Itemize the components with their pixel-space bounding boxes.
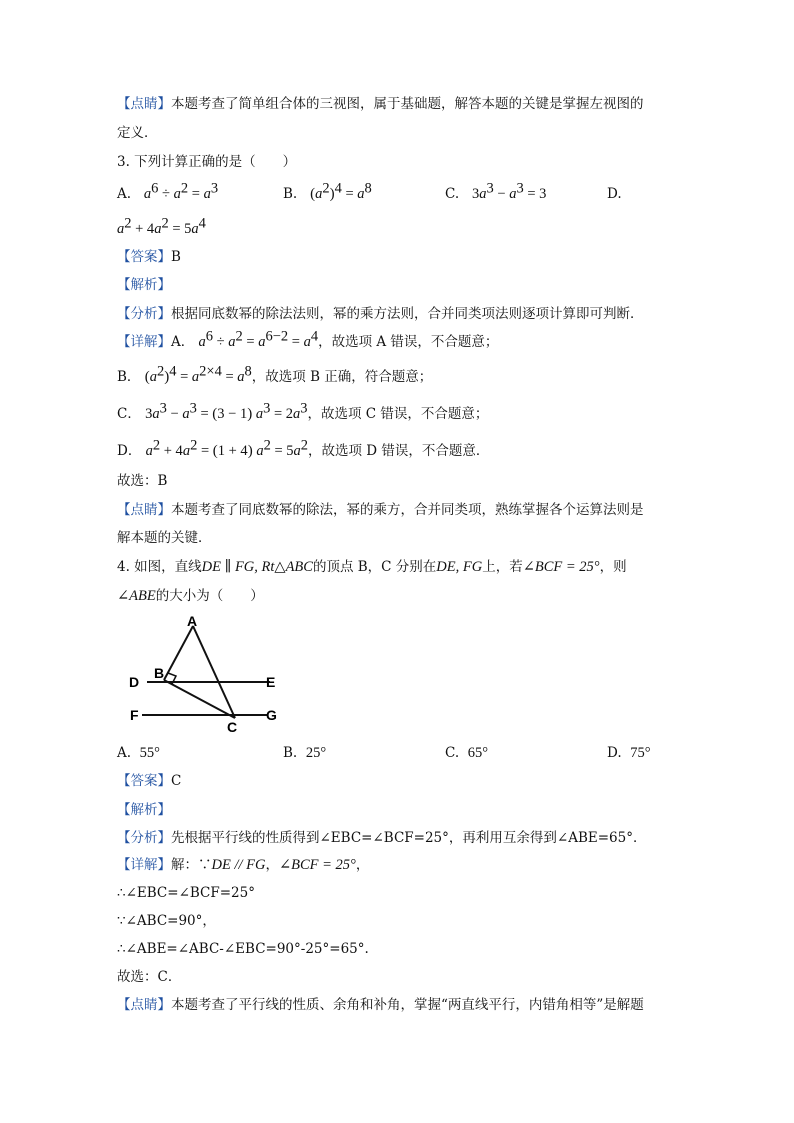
q4-note: 【点睛】本题考查了平行线的性质、余角和补角，掌握“两直线平行，内错角相等”是解题 [117, 997, 644, 1013]
point-label-a: A [187, 613, 198, 629]
q3-choice: 故选：B [117, 473, 168, 489]
option-label: D. [607, 186, 622, 202]
note-tag: 【点睛】 [117, 96, 171, 112]
option-label: B. [283, 186, 298, 202]
point-label-b: B [154, 665, 165, 681]
point-label-d: D [129, 674, 140, 690]
option-label: A. [117, 186, 132, 202]
q4-option-c: C. 65° [445, 745, 489, 761]
question-4-stem: 4. 如图，直线DE ∥ FG, Rt△ABC的顶点 B，C 分别在DE, FG上，若∠BCF = 25°，则 [117, 559, 627, 575]
q3-option-b: B. $(a^2)^4 = a^8$ [283, 180, 372, 202]
q3-option-c: C. $3a^3 - a^3 = 3$ [445, 180, 547, 202]
q3-option-d: $a^2 + 4a^2 = 5a^4$ [117, 215, 206, 237]
note-text-2: 定义． [117, 125, 158, 141]
q3-detail-b: B． $(a^2)^4 = a^{2\times 4} = a^8$，故选项 B 正确，符合题意； [117, 363, 433, 385]
q4-step-3: ∴∠ABE=∠ABC-∠EBC=90°-25°=65°. [117, 941, 369, 957]
q4-step-1: ∴∠EBC=∠BCF=25° [117, 885, 255, 901]
geometry-figure [120, 612, 290, 736]
q4-step-2: ∵∠ABC=90°， [117, 913, 216, 929]
q3-analysis: 【分析】根据同底数幂的除法法则，幂的乘方法则，合并同类项法则逐项计算即可判断． [117, 306, 644, 322]
point-label-e: E [266, 674, 276, 690]
q4-detail: 【详解】解：∵DE // FG，∠BCF = 25°， [117, 857, 370, 873]
q3-note-1: 【点睛】本题考查了同底数幂的除法，幂的乘方，合并同类项，熟练掌握各个运算法则是 [117, 502, 644, 518]
question-3-stem: 3. 下列计算正确的是（ ） [117, 154, 297, 170]
q3-detail-c: C． $3a^3 - a^3 = (3 - 1) a^3 = 2a^3$，故选项 C 错误，不合题意； [117, 400, 489, 422]
point-label-f: F [130, 707, 139, 723]
q4-option-a: A. 55° [117, 745, 160, 761]
note-line-1 [117, 95, 644, 113]
q3-option-a: A. $a^6 \div a^2 = a^3$ [117, 180, 219, 202]
option-label: C. [445, 186, 460, 202]
segment-bc [164, 680, 235, 718]
q3-detail-a: 【详解】A． $a^6 \div a^2 = a^{6-2} = a^4$，故选项 A 错误，不合题意； [117, 328, 499, 350]
q3-note-2: 解本题的关键． [117, 530, 212, 546]
point-label-g: G [266, 707, 277, 723]
q4-jiexi: 【解析】 [117, 802, 171, 818]
point-label-c: C [227, 719, 238, 735]
note-line-2 [117, 124, 158, 142]
segment-ab [164, 626, 193, 680]
q4-choice: 故选：C． [117, 969, 182, 985]
segment-ac [193, 626, 235, 718]
q3-detail-d: D． $a^2 + 4a^2 = (1 + 4) a^2 = 5a^2$，故选项 D 错误，不合题意． [117, 437, 490, 459]
q4-analysis: 【分析】先根据平行线的性质得到∠EBC=∠BCF=25°，再利用互余得到∠ABE=65°． [117, 830, 647, 846]
q4-option-d: D. 75° [607, 745, 651, 761]
q4-option-b: B. 25° [283, 745, 327, 761]
q3-answer: 【答案】B [117, 249, 181, 265]
q3-jiexi: 【解析】 [117, 277, 171, 293]
question-4-stem-2: ∠ABE的大小为（ ） [117, 588, 264, 604]
q3-option-d-label [607, 184, 622, 204]
note-text-1: 本题考查了简单组合体的三视图，属于基础题，解答本题的关键是掌握左视图的 [171, 96, 644, 112]
q4-answer: 【答案】C [117, 773, 182, 789]
